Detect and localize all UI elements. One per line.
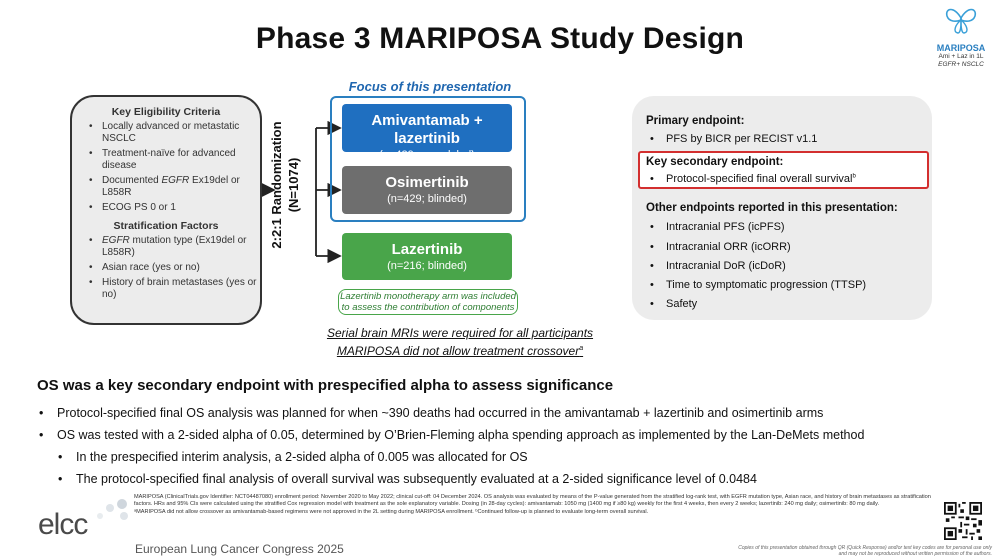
focus-label: Focus of this presentation — [348, 79, 512, 94]
eligibility-box — [70, 95, 262, 325]
mariposa-logo — [926, 6, 996, 69]
other-endpoint-item: • Intracranial ORR (icORR) — [650, 241, 791, 253]
qr-code-icon[interactable] — [944, 502, 982, 540]
eligibility-heading: Key Eligibility Criteria — [111, 106, 221, 118]
key-secondary-heading: Key secondary endpoint: — [646, 156, 784, 168]
arm-name: Amivantamab + lazertinib — [371, 112, 483, 147]
arm-osimertinib — [342, 166, 512, 214]
arm-detail: (n=429; blinded) — [387, 193, 467, 205]
serial-mri-note: Serial brain MRIs were required for all participants — [326, 326, 594, 340]
os-sub-bullet: • The protocol-specified final analysis of overall survival was subsequently evaluated at a 2-sided significance level of 0.0484 — [58, 472, 757, 486]
page-title: Phase 3 MARIPOSA Study Design — [255, 22, 745, 55]
other-endpoint-item: • Intracranial DoR (icDoR) — [650, 260, 786, 272]
os-bullet: • Protocol-specified final OS analysis was planned for when ~390 deaths had occurred in the amivantamab + lazertinib and osimertinib arms — [39, 406, 824, 420]
key-secondary-item: • Protocol-specified final overall survival$^b$ — [650, 173, 856, 185]
serial-notes — [300, 326, 620, 359]
other-endpoint-item: • Safety — [650, 298, 698, 310]
stratification-item: • EGFR mutation type (Ex19del or L858R) — [102, 235, 260, 259]
footnote-study-details: MARIPOSA (ClinicalTrials.gov Identifier: NCT04487080) enrollment period: November 2020 to May 2022; clinical cut-off: 04 December 2024. OS analysis was evaluated by means of the P-value generated from the stratified log-rank test, with EGFR mutation type, Asian race, and history of brain metastases as stratification factors. HRs and 95% CIs were calculated using the stratified Cox regression model with treatment as the sole explanatory variable. Dosing (in 28-day cycles): amivantamab: 1050 mg (1400 mg if ≥80 kg) weekly for the first 4 weeks, then every 2 weeks; lazertinib: 240 mg daily; osimertinib: 80 mg daily. — [134, 494, 931, 508]
other-endpoints-heading: Other endpoints reported in this presentation: — [646, 202, 898, 214]
os-section-heading: OS was a key secondary endpoint with prespecified alpha to assess significance — [37, 377, 614, 394]
randomization-label — [268, 85, 308, 285]
stratification-list — [72, 235, 260, 301]
arm-detail: (n=216; blinded) — [387, 260, 467, 272]
elcc-dots-icon — [82, 498, 130, 524]
os-bullet: • OS was tested with a 2-sided alpha of 0.05, determined by O’Brien-Fleming alpha spending approach as implemented by the Lan-DeMets method — [39, 428, 865, 442]
arm-amivantamab-lazertinib — [342, 104, 512, 161]
crossover-note: MARIPOSA did not allow treatment crossover$^a$ — [336, 344, 584, 358]
lazertinib-note: Lazertinib monotherapy arm was included to assess the contribution of components — [338, 289, 518, 315]
logo-sub-1: Ami + Laz in 1L — [938, 53, 984, 60]
primary-endpoint-heading: Primary endpoint: — [646, 115, 745, 127]
eligibility-list — [72, 121, 260, 214]
footnotes — [134, 494, 934, 516]
os-sub-bullet: • In the prespecified interim analysis, a 2-sided alpha of 0.005 was allocated for OS — [58, 450, 528, 464]
primary-endpoint-item: • PFS by BICR per RECIST v1.1 — [650, 133, 818, 145]
endpoints-box — [632, 96, 932, 320]
footnote-crossover: ᵃMARIPOSA did not allow crossover as amivantamab-based regimens were not approved in the 2L setting during MARIPOSA enrollment. ᵇContinued follow-up is planned to evaluate long-term overall survival. — [134, 508, 649, 515]
other-endpoint-item: • Time to symptomatic progression (TTSP) — [650, 279, 867, 291]
eligibility-item: • Documented EGFR Ex19del or L858R — [102, 175, 260, 199]
randomization-n: (N=1074) — [286, 157, 301, 213]
eligibility-item: • Locally advanced or metastatic NSCLC — [102, 121, 260, 145]
arm-name: Osimertinib — [385, 174, 469, 191]
stratification-heading: Stratification Factors — [113, 220, 219, 232]
logo-sub-2: EGFR+ NSCLC — [938, 61, 984, 68]
arm-detail: (n=429; open-label) — [379, 149, 475, 161]
eligibility-item: • Treatment-naïve for advanced disease — [102, 148, 260, 172]
other-endpoint-item: • Intracranial PFS (icPFS) — [650, 221, 785, 233]
logo-name: MARIPOSA — [936, 43, 986, 53]
stratification-item: • History of brain metastases (yes or no) — [102, 277, 260, 301]
arm-name: Lazertinib — [391, 241, 463, 258]
stratification-item: • Asian race (yes or no) — [102, 262, 260, 274]
arm-lazertinib — [342, 233, 512, 280]
elcc-logo-text: elcc — [38, 508, 88, 541]
eligibility-item: • ECOG PS 0 or 1 — [102, 202, 260, 214]
congress-name: European Lung Cancer Congress 2025 — [135, 542, 344, 556]
butterfly-icon — [944, 6, 978, 36]
copyright-note: Copies of this presentation obtained through QR (Quick Response) and/or text key codes are for personal use only and may not be reproduced without written permission of the authors. — [738, 545, 992, 557]
randomization-ratio: 2:2:1 Randomization — [269, 121, 284, 249]
